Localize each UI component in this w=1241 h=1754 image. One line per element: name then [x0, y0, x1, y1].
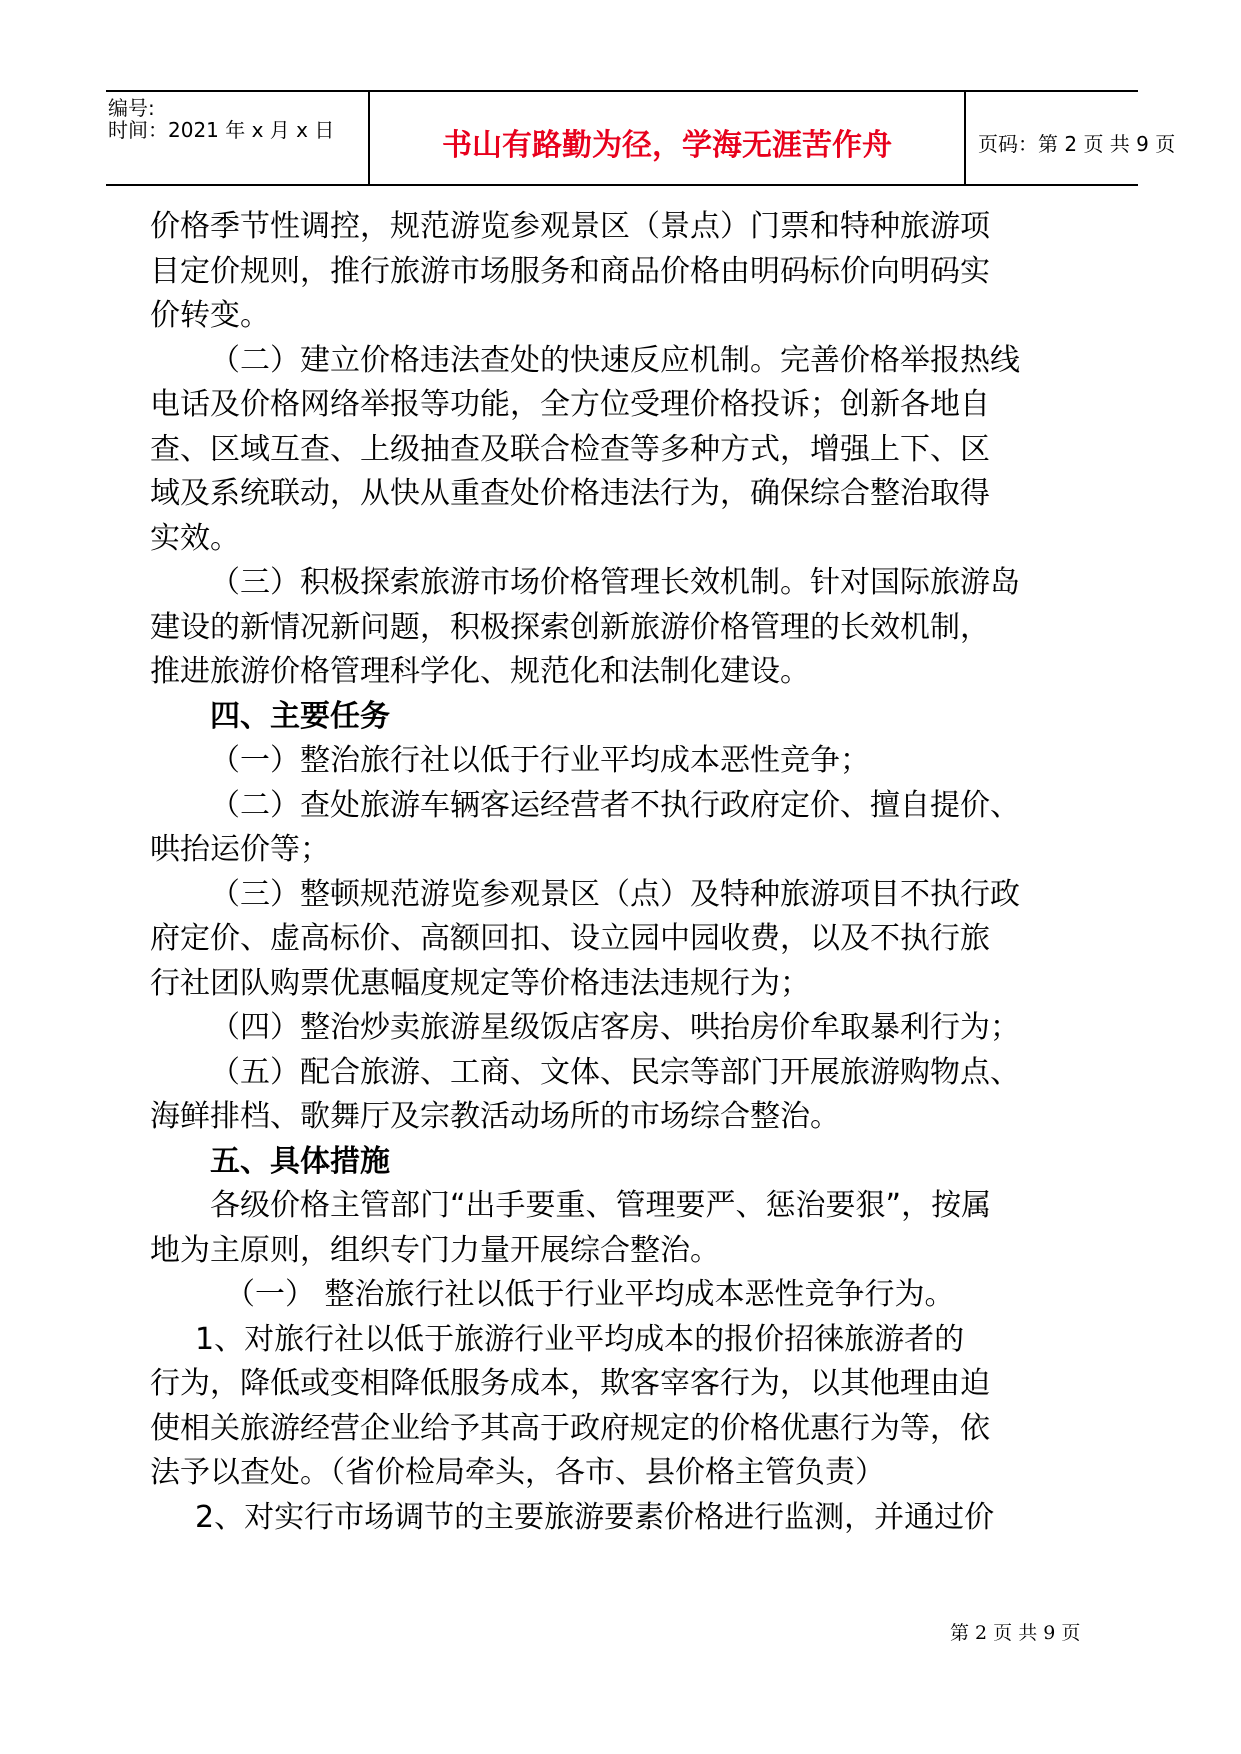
text-line: （二）查处旅游车辆客运经营者不执行政府定价、擅自提价、 — [210, 787, 1020, 823]
text-line: 地为主原则，组织专门力量开展综合整治。 — [150, 1232, 720, 1268]
document-body — [150, 205, 1100, 1540]
text-line: （四）整治炒卖旅游星级饭店客房、哄抬房价牟取暴利行为； — [210, 1010, 1020, 1045]
text-line: 实效。 — [150, 520, 240, 556]
text-line: 建设的新情况新问题，积极探索创新旅游价格管理的长效机制， — [150, 609, 990, 645]
section-heading: 四、主要任务 — [210, 698, 390, 734]
header-info-cell — [106, 92, 370, 184]
text-line: 海鲜排档、歌舞厅及宗教活动场所的市场综合整治。 — [150, 1099, 840, 1134]
text-line: 查、区域互查、上级抽查及联合检查等多种方式，增强上下、区 — [150, 431, 990, 467]
text-line: 行为，降低或变相降低服务成本，欺客宰客行为，以其他理由迫 — [150, 1366, 990, 1401]
text-line: 1、对旅行社以低于旅游行业平均成本的报价招徕旅游者的 — [195, 1321, 965, 1357]
text-line: 推进旅游价格管理科学化、规范化和法制化建设。 — [150, 654, 810, 689]
text-line: 哄抬运价等； — [150, 832, 330, 867]
header-motto-cell — [370, 92, 966, 184]
header-page-cell — [966, 92, 1176, 184]
text-line: 法予以查处。（省价检局牵头，各市、县价格主管负责） — [150, 1455, 885, 1490]
text-line: 2、对实行市场调节的主要旅游要素价格进行监测，并通过价 — [195, 1499, 995, 1535]
text-line: 府定价、虚高标价、高额回扣、设立园中园收费，以及不执行旅 — [150, 921, 990, 956]
text-line: 各级价格主管部门“出手要重、管理要严、惩治要狠”，按属 — [210, 1188, 992, 1223]
page-info: 页码：第 2 页 共 9 页 — [978, 132, 1176, 156]
text-line: （一） 整治旅行社以低于行业平均成本恶性竞争行为。 — [225, 1277, 955, 1312]
page-header — [106, 90, 1176, 186]
text-line: 电话及价格网络举报等功能，全方位受理价格投诉；创新各地自 — [150, 387, 990, 422]
text-line: 行社团队购票优惠幅度规定等价格违法违规行为； — [150, 965, 810, 1001]
time-label: 时间：2021 年 x 月 x 日 — [108, 118, 335, 142]
motto: 书山有路勤为径，学海无涯苦作舟 — [442, 128, 892, 163]
text-line: （二）建立价格违法查处的快速反应机制。完善价格举报热线 — [210, 342, 1020, 378]
number-label: 编号: — [108, 96, 155, 120]
text-line: 域及系统联动，从快从重查处价格违法行为，确保综合整治取得 — [150, 476, 990, 511]
text-line: 目定价规则，推行旅游市场服务和商品价格由明码标价向明码实 — [150, 253, 990, 289]
text-line: 使相关旅游经营企业给予其高于政府规定的价格优惠行为等，依 — [150, 1410, 990, 1446]
text-line: （一）整治旅行社以低于行业平均成本恶性竞争； — [210, 743, 870, 778]
page-footer: 第 2 页 共 9 页 — [950, 1622, 1081, 1644]
text-line: （五）配合旅游、工商、文体、民宗等部门开展旅游购物点、 — [210, 1054, 1020, 1090]
section-heading: 五、具体措施 — [210, 1143, 390, 1179]
text-line: （三）积极探索旅游市场价格管理长效机制。针对国际旅游岛 — [210, 565, 1020, 600]
text-line: 价格季节性调控，规范游览参观景区（景点）门票和特种旅游项 — [150, 209, 990, 244]
text-line: 价转变。 — [150, 298, 270, 333]
text-line: （三）整顿规范游览参观景区（点）及特种旅游项目不执行政 — [210, 876, 1020, 912]
